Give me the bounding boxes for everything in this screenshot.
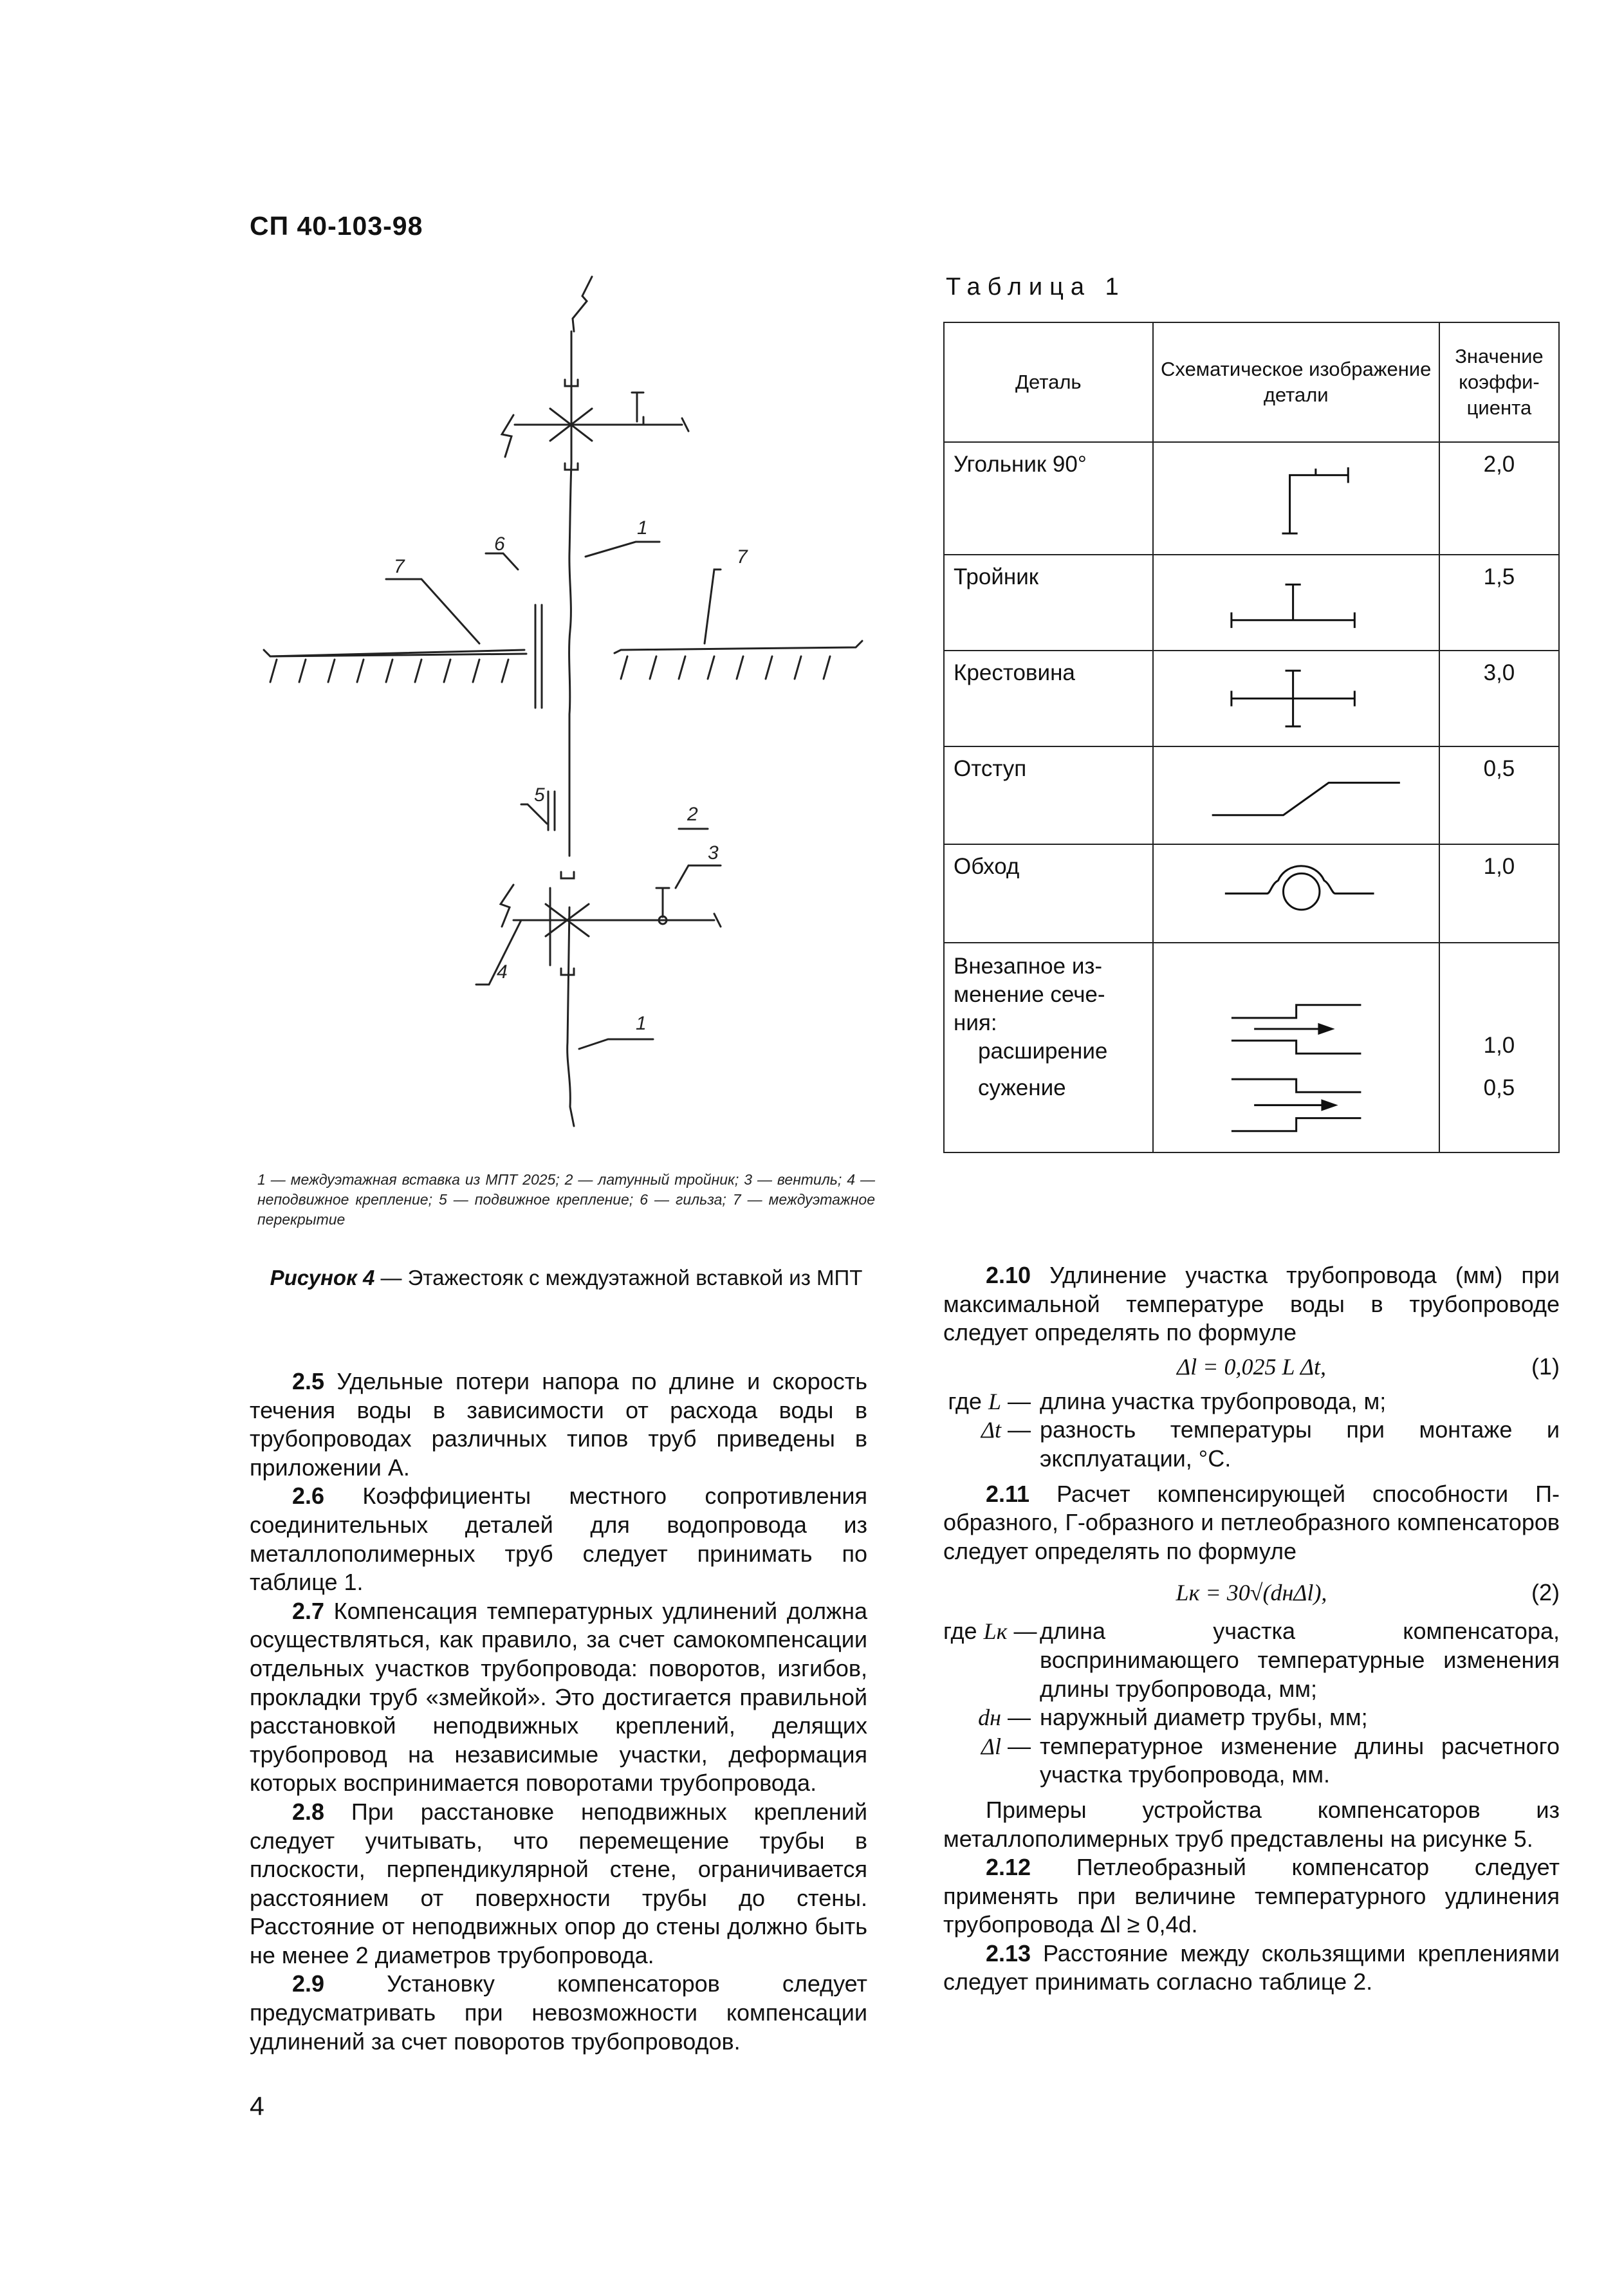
right-text-column <box>943 1261 1560 1997</box>
table-row <box>944 844 1559 943</box>
paragraph-2-10 <box>943 1261 1560 1347</box>
elbow-90-diagram <box>1153 442 1439 555</box>
row-name: Обход <box>944 844 1153 943</box>
contraction-diagram <box>1153 1066 1439 1152</box>
row-name: сужение <box>944 1066 1153 1152</box>
leader-5 <box>521 804 547 824</box>
figure-4-drawing <box>257 270 875 1152</box>
where-description: разность температуры при монтаже и эксплуатации, °С. <box>1040 1416 1560 1472</box>
coefficient-table <box>943 322 1560 1153</box>
formula-1-number: (1) <box>1531 1353 1560 1380</box>
formula-2-number: (2) <box>1531 1579 1560 1606</box>
row-value: 1,0 <box>1439 943 1559 1066</box>
para-num: 2.5 <box>292 1368 325 1394</box>
table-row <box>944 442 1559 555</box>
para-num: 2.8 <box>292 1798 325 1825</box>
row-value: 1,5 <box>1439 555 1559 651</box>
dash: — <box>1013 1618 1037 1645</box>
para-text: Удельные потери напора по длине и скорость течения воды в зависимости от расхода воды в трубопроводах различных типов труб приведены в приложении А. <box>250 1368 867 1481</box>
table-row <box>944 943 1559 1066</box>
figure-caption-label: Рисунок 4 <box>270 1266 375 1290</box>
para-text: Установку компенсаторов следует предусматривать при невозможности компенсации удлинений за счет поворотов трубопроводов. <box>250 1970 867 2055</box>
bypass-diagram <box>1153 844 1439 943</box>
label-4: 4 <box>497 961 508 983</box>
symbol-Lk: Lк <box>983 1618 1008 1645</box>
label-3: 3 <box>708 842 719 864</box>
leader-1-lower <box>579 1039 653 1049</box>
figure-caption-text: — Этажестояк с междуэтажной вставкой из МПТ <box>374 1266 863 1290</box>
where-symbol <box>943 1617 1040 1703</box>
para-text: Расстояние между скользящими креплениями следует принимать согласно таблице 2. <box>943 1939 1560 1995</box>
leader-7-right <box>705 569 721 643</box>
row-name: Отступ <box>944 746 1153 844</box>
riser-vertical-insert <box>569 463 571 856</box>
dash: — <box>1008 1416 1031 1443</box>
paragraph-2-11 <box>943 1480 1560 1566</box>
expansion-diagram <box>1153 943 1439 1066</box>
table-row <box>944 651 1559 746</box>
label-6: 6 <box>494 533 505 555</box>
examples-paragraph: Примеры устройства компенсаторов из металлополимерных труб представлены на рисунке 5. <box>943 1796 1560 1852</box>
para-text: Петлеобразный компенсатор следует применять при величине температурного удлинения трубопровода Δl ≥ 0,4d. <box>943 1854 1560 1938</box>
symbol-dt: Δt <box>981 1417 1001 1443</box>
table-row <box>944 746 1559 844</box>
figure-legend: 1 — междуэтажная вставка из МПТ 2025; 2 — латунный тройник; 3 — вентиль; 4 — неподвижное крепление; 5 — подвижное крепление; 6 — гильза; 7 — междуэтажное перекрытие <box>257 1171 875 1228</box>
floor-slab-right <box>614 641 862 653</box>
para-text: При расстановке неподвижных креплений следует учитывать, что перемещение трубы в плоскости, перпендикулярной стене, ограничивается расстоянием от поверхности трубы до стены. Расстояние от неподвижных опор до стены должно быть не менее 2 диаметров трубопровода. <box>250 1798 867 1968</box>
para-num: 2.7 <box>292 1597 325 1624</box>
paragraph-2-8 <box>250 1798 867 1970</box>
where-symbol <box>943 1732 1040 1790</box>
label-2: 2 <box>687 804 698 825</box>
label-7-right: 7 <box>737 546 748 568</box>
para-text: Коэффициенты местного сопротивления соединительных деталей для водопровода из металлополимерных труб следует принимать по таблице 1. <box>250 1483 867 1596</box>
leader-7-left <box>386 579 479 643</box>
sudden-change-label: Внезапное из- менение сече- ния: <box>954 953 1105 1035</box>
row-value: 3,0 <box>1439 651 1559 746</box>
formula-1 <box>943 1347 1560 1387</box>
para-num: 2.9 <box>292 1970 325 1997</box>
slab-hatch-left <box>270 660 508 682</box>
where-description: температурное изменение длины расчетного участка трубопровода, мм. <box>1040 1732 1560 1788</box>
paragraph-2-13 <box>943 1939 1560 1997</box>
offset-diagram <box>1153 746 1439 844</box>
paragraph-2-6 <box>250 1482 867 1596</box>
where-description: длина участка компенсатора, воспринимающего температурные изменения длины трубопровода, мм; <box>1040 1618 1560 1702</box>
table-caption: Таблица 1 <box>946 273 1126 301</box>
where-prefix: где <box>943 1618 977 1645</box>
para-text: Компенсация температурных удлинений должна осуществляться, как правило, за счет самокомпенсации отдельных участков трубопровода: поворотов, изгибов, прокладки труб «змейкой». Это достигается правильной расстановкой неподвижных креплений, делящих трубопровод на независимые участки, деформация которых воспринимается поворотами трубопровода. <box>250 1597 867 1797</box>
formula-1-expression: Δl = 0,025 L Δt, <box>1177 1353 1326 1380</box>
row-name: Угольник 90° <box>944 442 1153 555</box>
formula-2-legend <box>943 1617 1560 1790</box>
where-prefix: где <box>948 1387 982 1414</box>
dash: — <box>1008 1704 1031 1731</box>
symbol-dn: dн <box>978 1705 1001 1731</box>
slab-hatch-right <box>621 656 830 679</box>
formula-2 <box>943 1566 1560 1617</box>
figure-caption <box>257 1264 875 1291</box>
table-row <box>944 555 1559 651</box>
where-symbol <box>943 1416 1040 1473</box>
sliding-support-5 <box>548 791 555 830</box>
where-symbol <box>943 1387 1040 1416</box>
where-symbol <box>943 1703 1040 1732</box>
row-name <box>944 943 1153 1066</box>
document-code: СП 40-103-98 <box>250 211 423 241</box>
expansion-label: расширение <box>978 1038 1108 1064</box>
para-num: 2.11 <box>986 1480 1030 1507</box>
leader-6 <box>486 553 518 569</box>
leader-3 <box>676 865 721 888</box>
row-value: 0,5 <box>1439 1066 1559 1152</box>
table-row <box>944 1066 1559 1152</box>
leader-1-upper <box>586 542 660 557</box>
formula-2-expression: Lк = 30√(dнΔl), <box>1176 1580 1327 1606</box>
table-header-row <box>944 322 1559 442</box>
where-description: длина участка трубопровода, м; <box>1040 1387 1387 1414</box>
riser-diagram <box>257 270 875 1152</box>
riser-top-break <box>573 277 592 331</box>
para-num: 2.13 <box>986 1939 1031 1966</box>
para-text: Расчет компенсирующей способности П-образного, Г-образного и петлеобразного компенсаторов следует определять по формуле <box>943 1480 1560 1564</box>
header-detail: Деталь <box>944 322 1153 442</box>
where-description: наружный диаметр трубы, мм; <box>1040 1704 1368 1731</box>
dash: — <box>1008 1387 1031 1414</box>
dash: — <box>1008 1732 1031 1759</box>
row-name: Крестовина <box>944 651 1153 746</box>
tee-diagram <box>1153 555 1439 651</box>
paragraph-2-12 <box>943 1853 1560 1939</box>
row-value: 0,5 <box>1439 746 1559 844</box>
header-scheme: Схематическое изображение детали <box>1153 322 1439 442</box>
label-1-lower: 1 <box>636 1013 647 1034</box>
para-num: 2.10 <box>986 1262 1031 1288</box>
label-5: 5 <box>534 784 545 806</box>
row-name: Тройник <box>944 555 1153 651</box>
sleeve-6 <box>535 605 542 708</box>
label-7-left: 7 <box>394 556 405 577</box>
riser-lower-pipe <box>567 907 574 1126</box>
symbol-dl: Δl <box>981 1733 1001 1759</box>
paragraph-2-7 <box>250 1597 867 1798</box>
row-value: 2,0 <box>1439 442 1559 555</box>
label-1-upper: 1 <box>637 517 648 539</box>
left-text-column <box>250 1367 867 2056</box>
row-value: 1,0 <box>1439 844 1559 943</box>
paragraph-2-9 <box>250 1970 867 2056</box>
symbol-L: L <box>988 1388 1001 1414</box>
paragraph-2-5 <box>250 1367 867 1482</box>
formula-1-legend <box>943 1387 1560 1474</box>
cross-diagram <box>1153 651 1439 746</box>
para-text: Удлинение участка трубопровода (мм) при максимальной температуре воды в трубопроводе следует определять по формуле <box>943 1262 1560 1346</box>
para-num: 2.6 <box>292 1483 325 1510</box>
page-number: 4 <box>250 2091 264 2121</box>
para-num: 2.12 <box>986 1854 1031 1881</box>
header-value: Значение коэффи- циента <box>1439 322 1559 442</box>
